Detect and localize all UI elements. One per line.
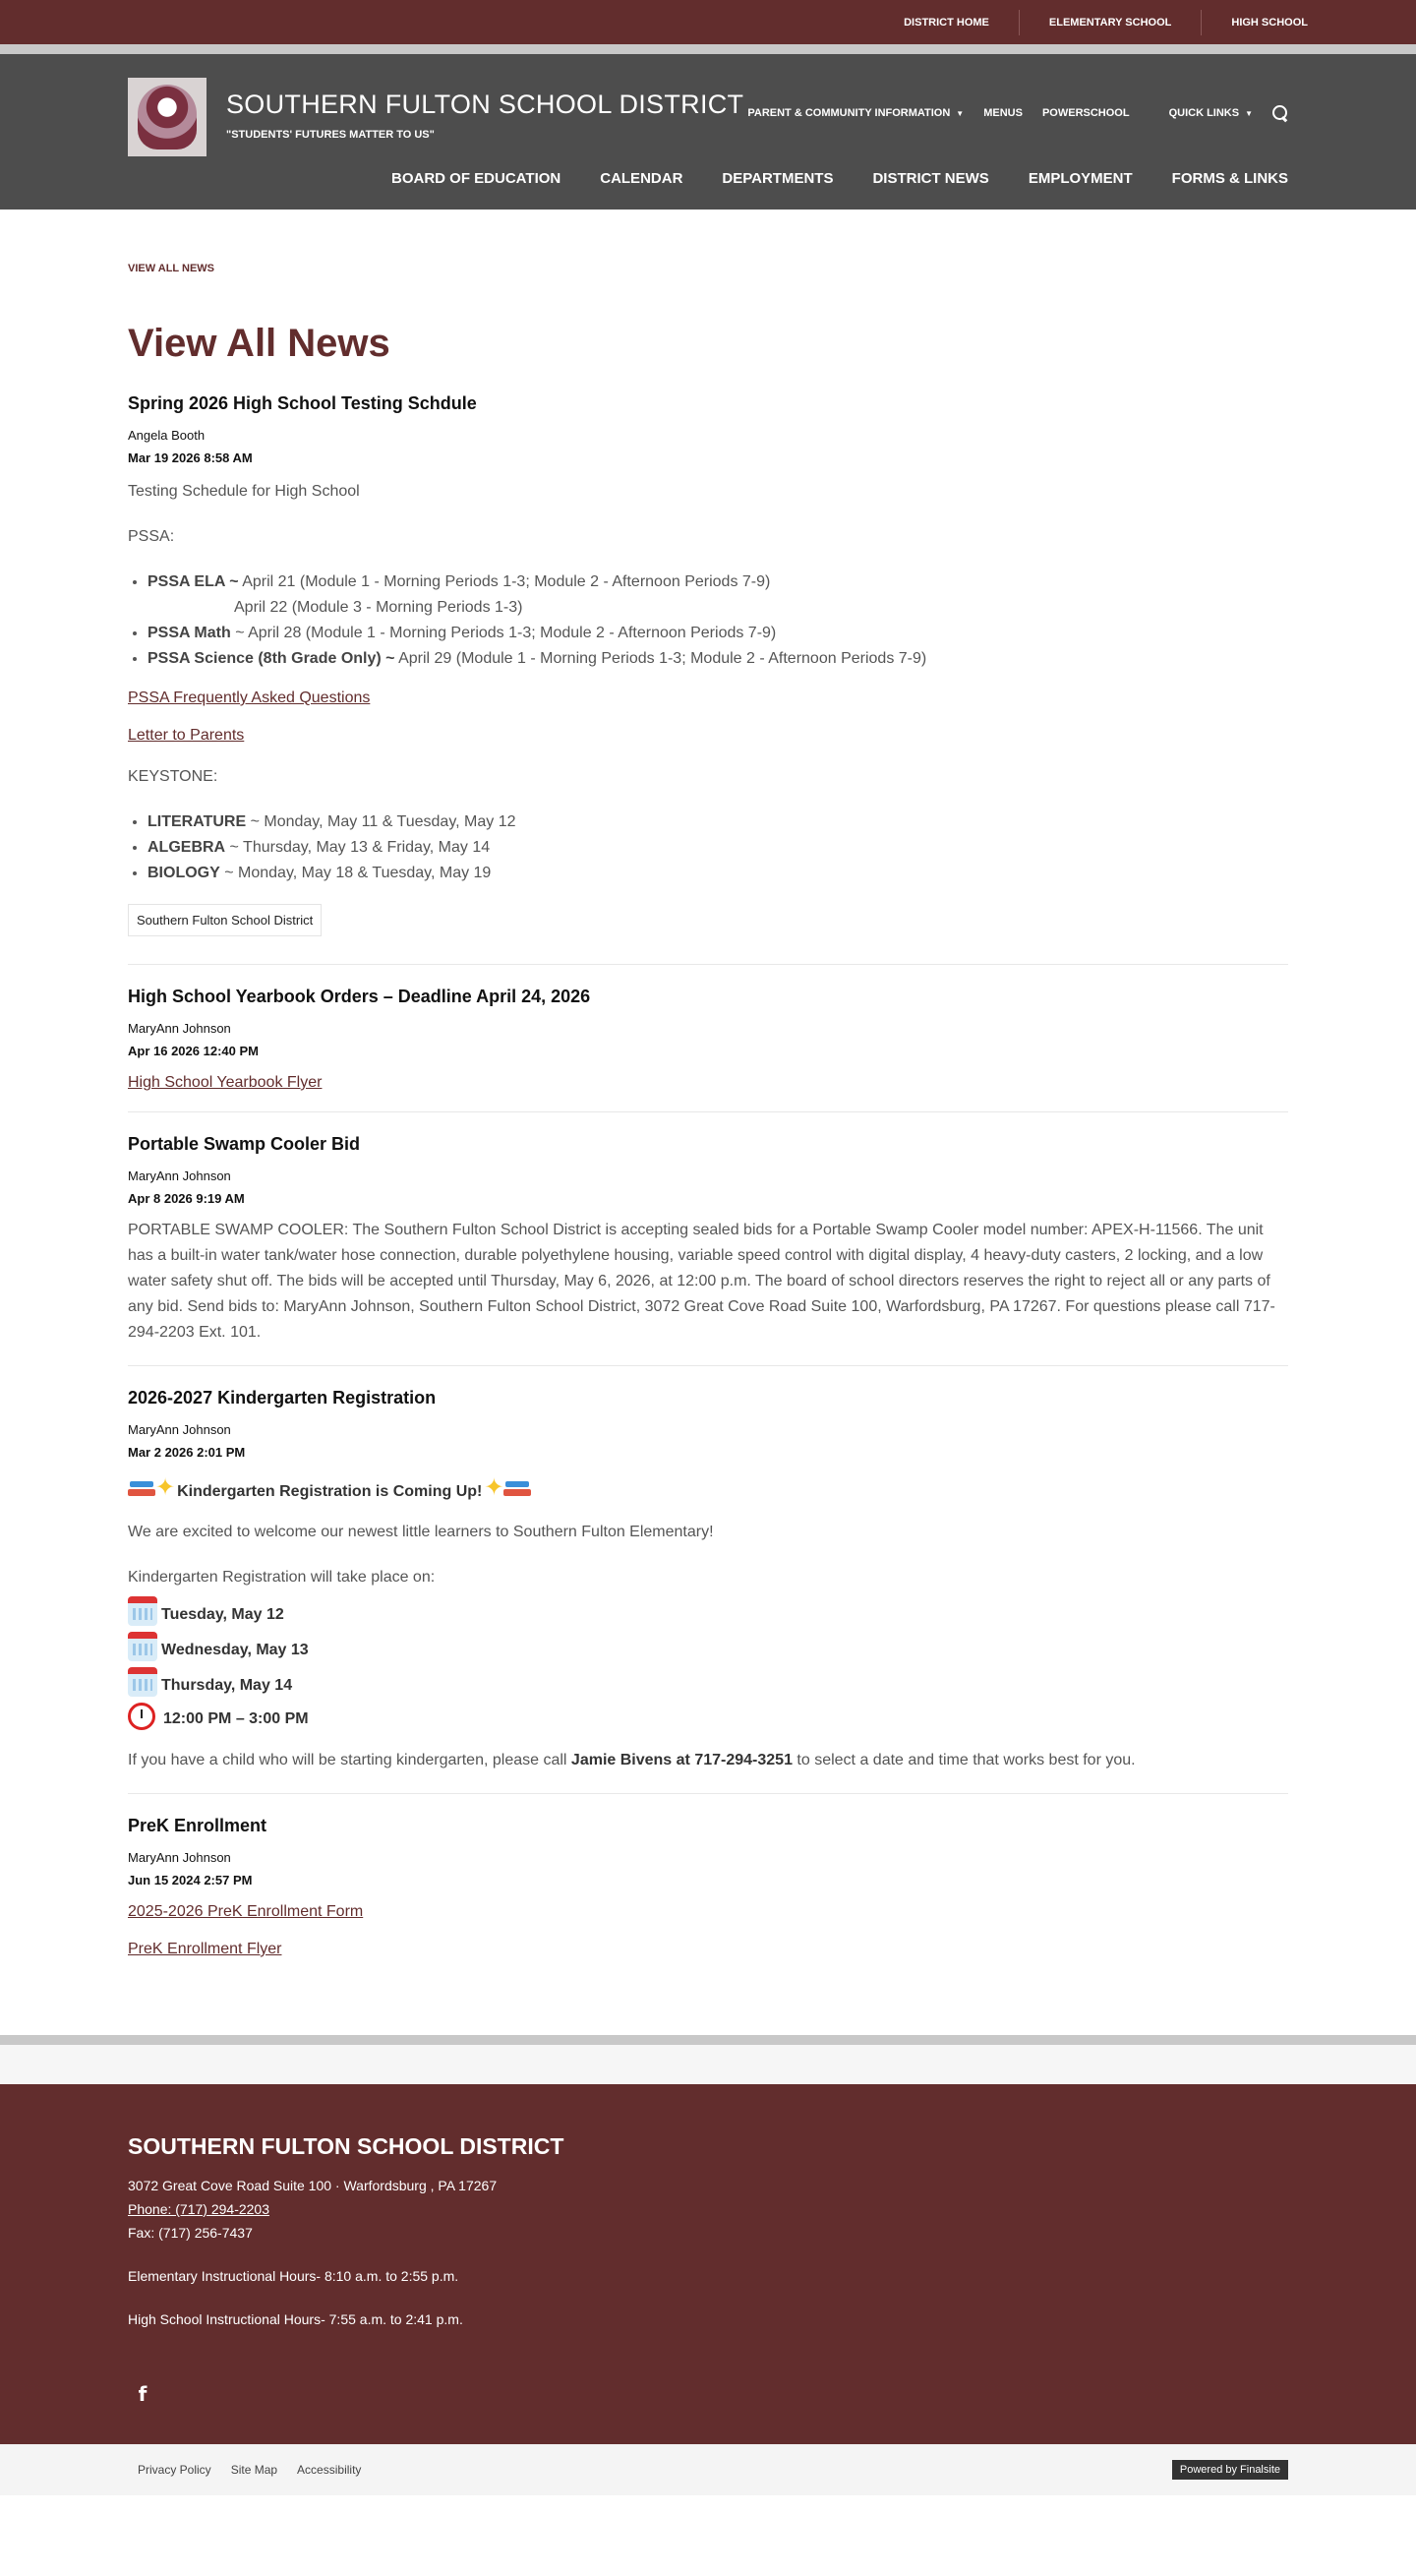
divider bbox=[0, 2035, 1416, 2045]
post-date: Jun 15 2024 2:57 PM bbox=[128, 1873, 253, 1887]
list-item: • BIOLOGY ~ Monday, May 18 & Tuesday, May 19 bbox=[148, 861, 1288, 886]
post-text: Testing Schedule for High School bbox=[128, 483, 360, 500]
news-post bbox=[128, 1816, 1288, 1978]
main-nav bbox=[352, 170, 1288, 187]
calendar-icon bbox=[128, 1667, 157, 1697]
sparkles-icon: ✦ bbox=[155, 1474, 176, 1501]
sparkles-icon: ✦ bbox=[484, 1474, 504, 1501]
nav-departments[interactable]: DEPARTMENTS bbox=[722, 170, 834, 187]
high-school-link[interactable]: HIGH SCHOOL bbox=[1201, 10, 1337, 35]
chevron-down-icon: ▼ bbox=[1245, 109, 1253, 118]
elementary-school-link[interactable]: ELEMENTARY SCHOOL bbox=[1019, 10, 1201, 35]
nav-employment[interactable]: EMPLOYMENT bbox=[1028, 170, 1133, 187]
site-title[interactable]: SOUTHERN FULTON SCHOOL DISTRICT bbox=[226, 90, 744, 119]
list-item: • PSSA ELA ~ April 21 (Module 1 - Morning Periods 1-3; Module 2 - Afternoon Periods 7-9) April 22 (Module 3 - Morning Periods 1-3) bbox=[148, 569, 1288, 621]
post-text: If you have a child who will be starting kindergarten, please call Jamie Bivens at 717-294-3251 to select a date and time that works best for you. bbox=[128, 1752, 1136, 1768]
post-date: Mar 19 2026 8:58 AM bbox=[128, 450, 253, 465]
post-title[interactable]: Portable Swamp Cooler Bid bbox=[128, 1134, 361, 1154]
prek-form-link[interactable]: 2025-2026 PreK Enrollment Form bbox=[128, 1903, 364, 1920]
news-post bbox=[128, 1134, 1288, 1366]
footer-elem-hours: Elementary Instructional Hours- 8:10 a.m. to 2:55 p.m. bbox=[128, 2268, 459, 2284]
secondary-nav bbox=[708, 105, 1288, 121]
accessibility-link[interactable]: Accessibility bbox=[297, 2463, 362, 2477]
list-item: • PSSA Math ~ April 28 (Module 1 - Morning Periods 1-3; Module 2 - Afternoon Periods 7-9) bbox=[148, 621, 1288, 646]
news-post bbox=[128, 987, 1288, 1112]
news-post bbox=[128, 393, 1288, 965]
yearbook-flyer-link[interactable]: High School Yearbook Flyer bbox=[128, 1074, 323, 1091]
footer-fax: Fax: (717) 256-7437 bbox=[128, 2225, 253, 2241]
divider bbox=[0, 2045, 1416, 2084]
footer-hs-hours: High School Instructional Hours- 7:55 a.m. to 2:41 p.m. bbox=[128, 2311, 463, 2327]
facebook-icon[interactable]: f bbox=[138, 2382, 148, 2406]
post-headline: Kindergarten Registration is Coming Up! bbox=[177, 1482, 483, 1500]
post-text: We are excited to welcome our newest little learners to Southern Fulton Elementary! bbox=[128, 1524, 714, 1540]
pssa-list bbox=[148, 569, 1288, 672]
main-content bbox=[0, 263, 1416, 1978]
post-text: KEYSTONE: bbox=[128, 768, 218, 785]
calendar-icon bbox=[128, 1632, 157, 1661]
district-home-link[interactable]: DISTRICT HOME bbox=[904, 16, 989, 29]
books-icon bbox=[503, 1477, 531, 1499]
registration-date: Tuesday, May 12 bbox=[128, 1596, 1288, 1626]
pssa-faq-link[interactable]: PSSA Frequently Asked Questions bbox=[128, 689, 371, 706]
post-author: Angela Booth bbox=[128, 428, 206, 443]
registration-time: 12:00 PM – 3:00 PM bbox=[128, 1703, 1288, 1730]
site-header bbox=[0, 54, 1416, 210]
divider bbox=[0, 44, 1416, 54]
nav-powerschool[interactable]: POWERSCHOOL bbox=[1041, 107, 1130, 119]
post-title[interactable]: High School Yearbook Orders – Deadline April 24, 2026 bbox=[128, 987, 591, 1006]
post-title[interactable]: 2026-2027 Kindergarten Registration bbox=[128, 1388, 437, 1408]
chevron-down-icon: ▼ bbox=[956, 109, 965, 118]
nav-district-news[interactable]: DISTRICT NEWS bbox=[872, 170, 989, 187]
site-map-link[interactable]: Site Map bbox=[230, 2463, 278, 2477]
alarm-clock-icon bbox=[128, 1703, 155, 1730]
post-title[interactable]: Spring 2026 High School Testing Schdule bbox=[128, 393, 477, 413]
post-title[interactable]: PreK Enrollment bbox=[128, 1816, 267, 1835]
category-tag[interactable]: Southern Fulton School District bbox=[128, 904, 322, 936]
letter-to-parents-link[interactable]: Letter to Parents bbox=[128, 727, 245, 744]
site-footer bbox=[0, 2084, 1416, 2444]
nav-menus[interactable]: MENUS bbox=[983, 107, 1023, 119]
list-item: • ALGEBRA ~ Thursday, May 13 & Friday, May 14 bbox=[148, 835, 1288, 861]
district-logo[interactable] bbox=[128, 78, 206, 156]
post-author: MaryAnn Johnson bbox=[128, 1168, 231, 1183]
nav-quick-links[interactable]: QUICK LINKS ▼ bbox=[1168, 107, 1253, 119]
nav-forms-links[interactable]: FORMS & LINKS bbox=[1171, 170, 1288, 187]
post-author: MaryAnn Johnson bbox=[128, 1422, 231, 1437]
nav-parent-community[interactable]: PARENT & COMMUNITY INFORMATION ▼ bbox=[747, 107, 965, 119]
utility-bar bbox=[0, 0, 1416, 44]
nav-board-of-education[interactable]: BOARD OF EDUCATION bbox=[391, 170, 561, 187]
site-tagline: "STUDENTS' FUTURES MATTER TO US" bbox=[226, 129, 435, 141]
powered-by-badge[interactable]: Powered by Finalsite bbox=[1172, 2460, 1288, 2480]
footer-phone-link[interactable]: Phone: (717) 294-2203 bbox=[128, 2201, 269, 2217]
prek-flyer-link[interactable]: PreK Enrollment Flyer bbox=[128, 1941, 282, 1957]
registration-date: Thursday, May 14 bbox=[128, 1667, 1288, 1697]
privacy-policy-link[interactable]: Privacy Policy bbox=[138, 2463, 211, 2477]
nav-calendar[interactable]: CALENDAR bbox=[600, 170, 683, 187]
footer-title: SOUTHERN FULTON SCHOOL DISTRICT bbox=[128, 2133, 564, 2159]
calendar-icon bbox=[128, 1596, 157, 1626]
post-text: PSSA: bbox=[128, 528, 175, 545]
page-title: View All News bbox=[128, 322, 390, 365]
post-date: Apr 8 2026 9:19 AM bbox=[128, 1191, 245, 1206]
list-item: • PSSA Science (8th Grade Only) ~ April 29 (Module 1 - Morning Periods 1-3; Module 2 - Afternoon Periods 7-9) bbox=[148, 646, 1288, 672]
post-text: PORTABLE SWAMP COOLER: The Southern Fulton School District is accepting sealed bids for a Portable Swamp Cooler model number: APEX-H-11566. The unit has a built-in water tank/water hose connection, durable polyethylene housing, variable speed control with digital display, 4 heavy-duty casters, 2 locking, and a low water safety shut off. The bids will be accepted until Thursday, May 6, 2026, at 12:00 p.m. The board of school directors reserves the right to reject all or any parts of any bid. Send bids to: MaryAnn Johnson, Southern Fulton School District, 3072 Great Cove Road Suite 100, Warfordsburg, PA 17267. For questions please call 717-294-2203 Ext. 101. bbox=[128, 1222, 1275, 1341]
post-text: Kindergarten Registration will take place on: bbox=[128, 1569, 436, 1586]
post-author: MaryAnn Johnson bbox=[128, 1021, 231, 1036]
list-item: • LITERATURE ~ Monday, May 11 & Tuesday, May 12 bbox=[148, 809, 1288, 835]
keystone-list bbox=[148, 809, 1288, 886]
news-post bbox=[128, 1388, 1288, 1794]
mascot-icon bbox=[138, 85, 197, 150]
books-icon bbox=[128, 1477, 155, 1499]
post-date: Mar 2 2026 2:01 PM bbox=[128, 1445, 246, 1460]
post-author: MaryAnn Johnson bbox=[128, 1850, 231, 1865]
footer-address: 3072 Great Cove Road Suite 100 · Warfordsburg , PA 17267 bbox=[128, 2178, 498, 2193]
search-icon[interactable] bbox=[1272, 105, 1288, 121]
registration-date: Wednesday, May 13 bbox=[128, 1632, 1288, 1661]
bottom-bar bbox=[0, 2444, 1416, 2495]
post-date: Apr 16 2026 12:40 PM bbox=[128, 1044, 259, 1058]
breadcrumb[interactable]: VIEW ALL NEWS bbox=[128, 263, 214, 274]
